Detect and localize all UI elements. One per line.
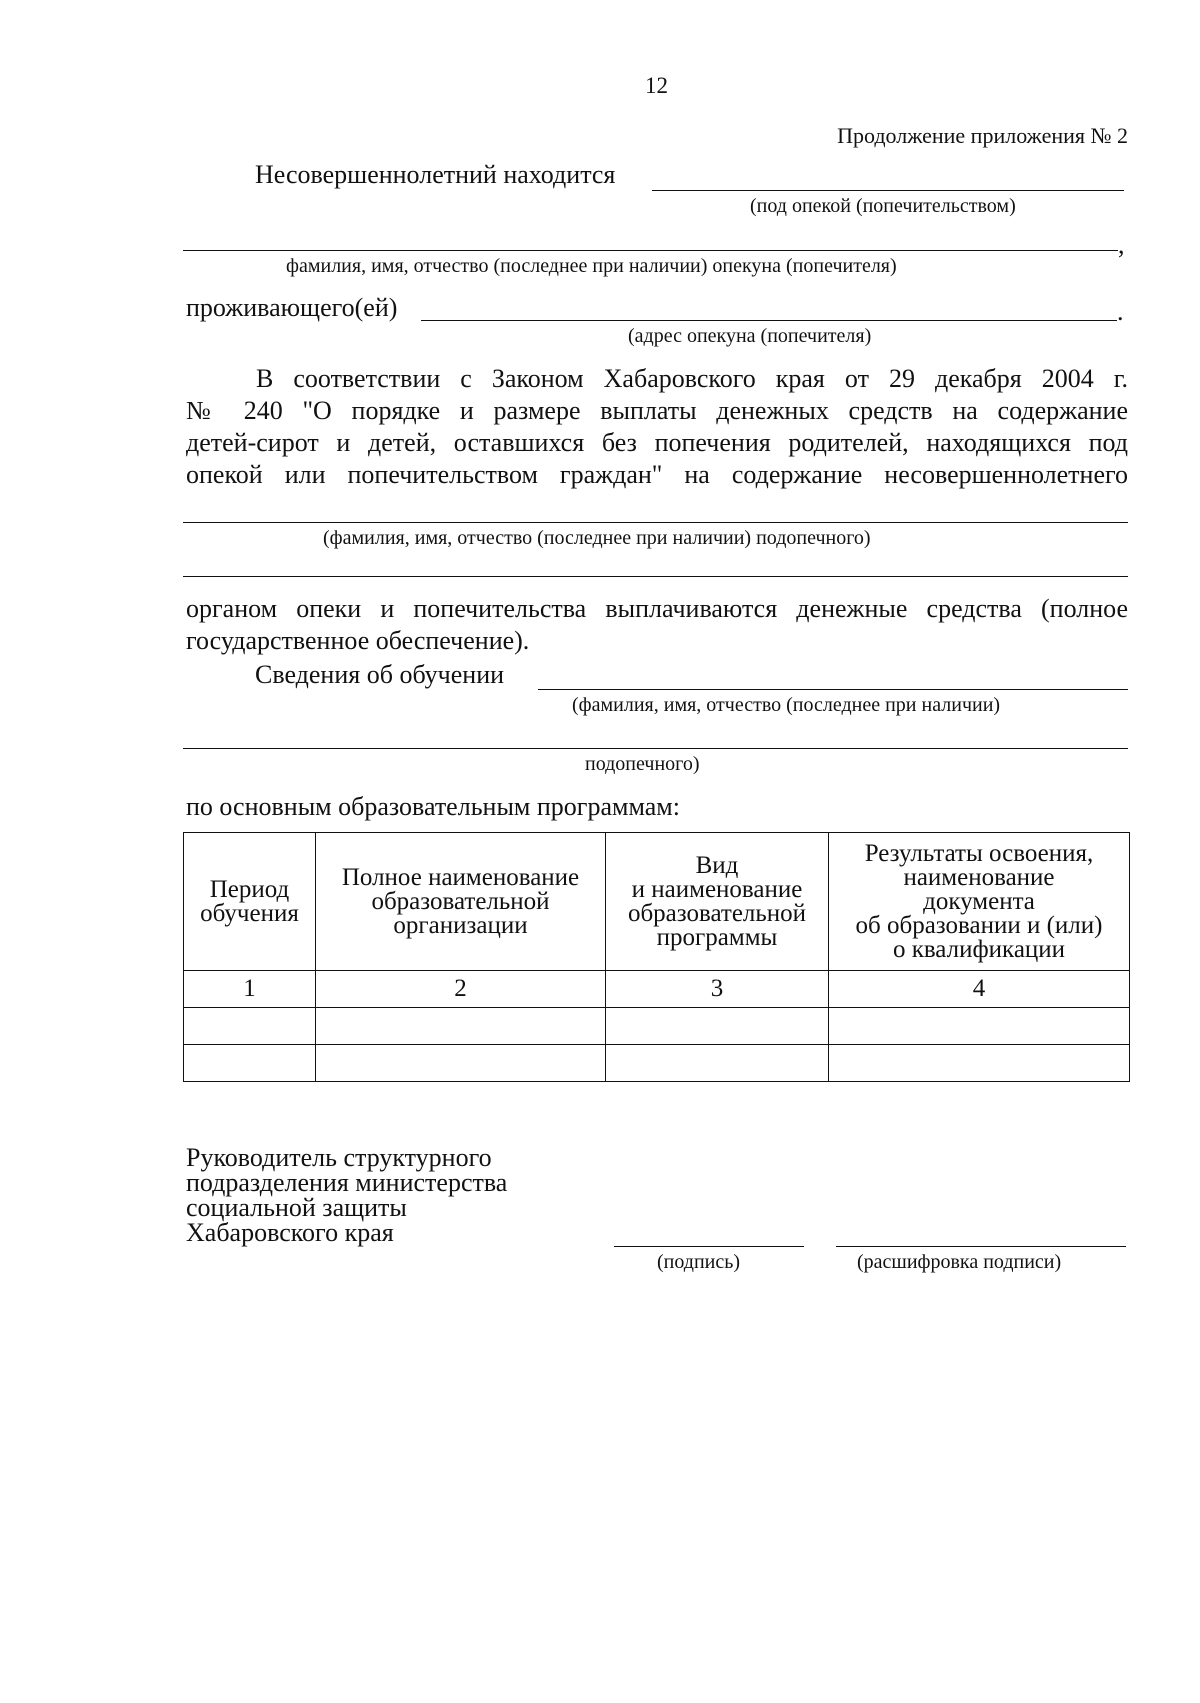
payment-line-2: государственное обеспечение). [186,626,530,655]
table-cell[interactable] [829,1045,1130,1082]
education-name-field-2[interactable] [183,748,1128,749]
education-hint-2: подопечного) [585,753,700,775]
guardian-name-field[interactable] [183,250,1118,251]
residence-label: проживающего(ей) [186,293,398,322]
residence-period: . [1117,297,1124,326]
ward-name-field-2[interactable] [183,576,1128,577]
table-header-row [184,833,1130,971]
residence-hint: (адрес опекуна (попечителя) [628,325,872,347]
residence-address-field[interactable] [421,320,1117,321]
guardian-name-hint: фамилия, имя, отчество (последнее при наличии) опекуна (попечителя) [286,255,897,277]
signatory-title-line: подразделения министерства [186,1168,508,1197]
ward-name-hint: (фамилия, имя, отчество (последнее при наличии) подопечного) [323,527,871,549]
law-line-2: № 240 "О порядке и размере выплаты денежных средств на содержание [186,396,1128,425]
payment-line-1: органом опеки и попечительства выплачиваются денежные средства (полное [186,594,1128,623]
table-cell[interactable] [184,1045,316,1082]
table-cell[interactable] [316,1008,606,1045]
table-row [184,1045,1130,1082]
ward-name-field[interactable] [183,522,1128,523]
header-results: Результаты освоения, наименование документа об образовании и (или) о квалификации [829,833,1130,971]
guardian-comma: , [1118,230,1125,259]
minor-status-label: Несовершеннолетний находится [255,160,616,189]
minor-status-field[interactable] [652,190,1124,191]
law-line-1: В соответствии с Законом Хабаровского края от 29 декабря 2004 г. [256,364,1128,393]
law-paragraph [186,363,1128,491]
header-program: Вид и наименование образовательной программы [606,833,829,971]
education-hint-1: (фамилия, имя, отчество (последнее при наличии) [572,694,1001,716]
minor-status-hint: (под опекой (попечительством) [750,195,1016,217]
signature-field[interactable] [614,1246,804,1247]
column-number: 4 [829,971,1130,1008]
education-label: Сведения об обучении [255,660,505,689]
law-line-4: опекой или попечительством граждан" на содержание несовершеннолетнего [186,460,1128,489]
payment-paragraph [186,593,1128,657]
table-row [184,1008,1130,1045]
table-cell[interactable] [829,1008,1130,1045]
signature-hint: (подпись) [657,1251,741,1273]
signature-decode-hint: (расшифровка подписи) [857,1251,1062,1273]
column-number: 3 [606,971,829,1008]
column-number: 1 [184,971,316,1008]
signature-decode-field[interactable] [836,1246,1126,1247]
education-table [183,832,1130,1082]
table-number-row [184,971,1130,1008]
header-organization: Полное наименование образовательной организации [316,833,606,971]
table-cell[interactable] [184,1008,316,1045]
table-cell[interactable] [316,1045,606,1082]
table-cell[interactable] [606,1045,829,1082]
signatory-title-line: Хабаровского края [186,1218,394,1247]
education-name-field[interactable] [538,689,1128,690]
signatory-title-line: Руководитель структурного [186,1143,492,1172]
table-cell[interactable] [606,1008,829,1045]
page-number: 12 [645,73,668,98]
appendix-continuation: Продолжение приложения № 2 [837,123,1128,148]
programs-label: по основным образовательным программам: [186,792,680,821]
header-period: Период обучения [184,833,316,971]
column-number: 2 [316,971,606,1008]
signatory-title-line: социальной защиты [186,1193,407,1222]
law-line-3: детей-сирот и детей, оставшихся без попечения родителей, находящихся под [186,428,1128,457]
signatory-title [186,1145,507,1245]
